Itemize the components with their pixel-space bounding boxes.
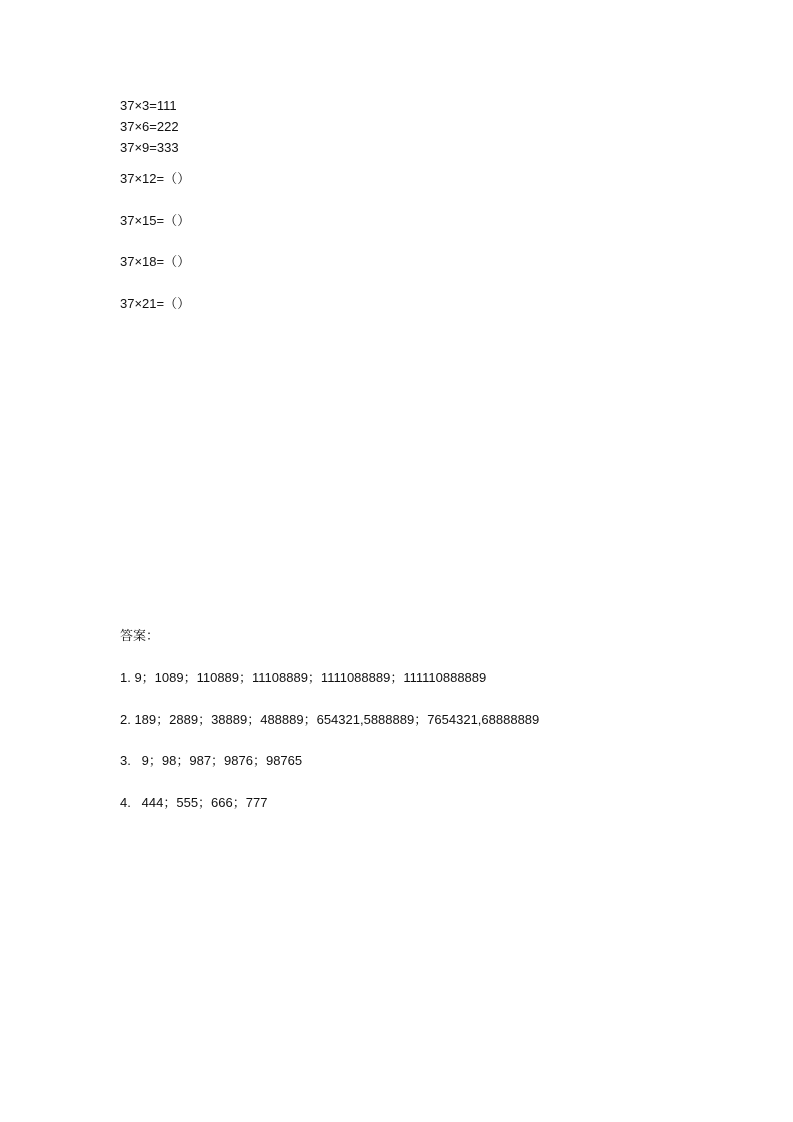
answer-item-1: 1. 9；1089；110889；11108889；1111088889；111110888889: [120, 670, 487, 685]
answer-item-3: 3. 9；98；987；9876；98765: [120, 753, 303, 768]
answer-item-2: 2. 189；2889；38889；488889；654321,5888889；7654321,68888889: [120, 712, 540, 727]
given-equation-1: 37×3=111: [120, 98, 177, 113]
blank-equation-2: 37×15=（）: [120, 213, 191, 228]
given-equation-3: 37×9=333: [120, 140, 179, 155]
answers-heading: 答案：: [120, 628, 160, 643]
blank-equation-1: 37×12=（）: [120, 171, 191, 186]
blank-equation-3: 37×18=（）: [120, 254, 191, 269]
given-equation-2: 37×6=222: [120, 119, 179, 134]
blank-equation-4: 37×21=（）: [120, 296, 191, 311]
answer-item-4: 4. 444；555；666；777: [120, 795, 268, 810]
